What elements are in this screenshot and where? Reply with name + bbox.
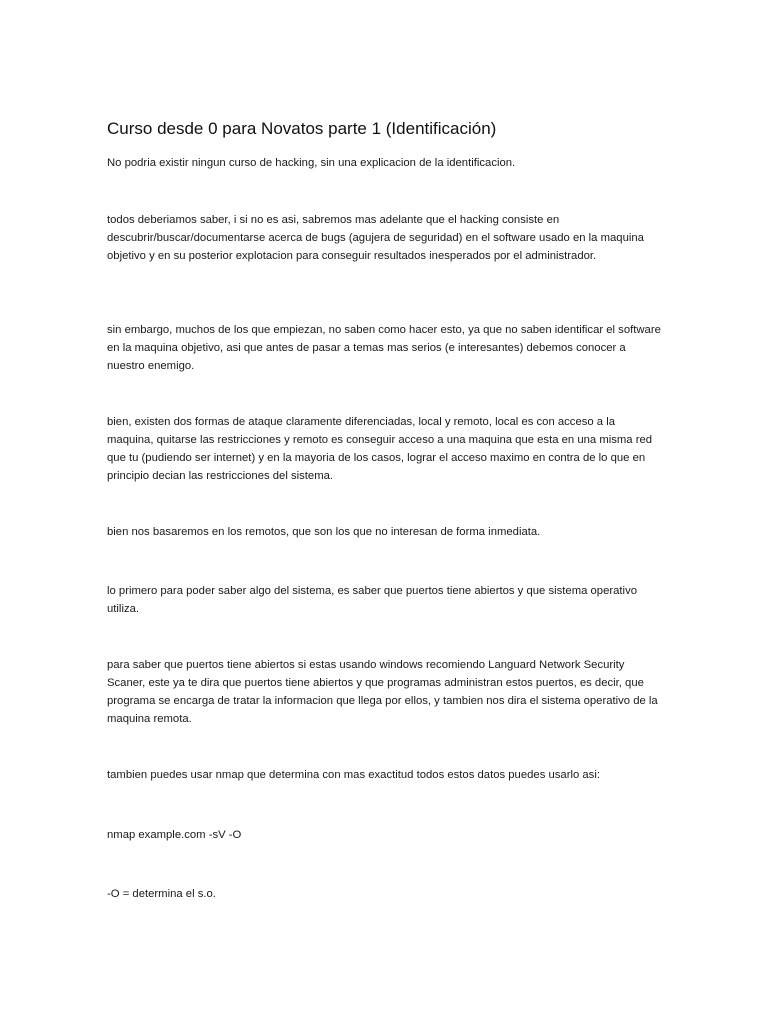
document-page [107,0,662,1024]
paragraph-ports-os: lo primero para poder saber algo del sistema, es saber que puertos tiene abiertos y que sistema operativo utiliza. [107,585,637,615]
paragraph-hacking-definition: todos deberiamos saber, i si no es asi, sabremos mas adelante que el hacking consiste en descubrir/buscar/documentarse acerca de bugs (agujera de seguridad) en el software usado en la maquina objetivo y en su posterior explotacion para conseguir resultados inesperados por el administrador. [107,214,644,262]
paragraph-attack-types: bien, existen dos formas de ataque claramente diferenciadas, local y remoto, local es con acceso a la maquina, quitarse las restricciones y remoto es conseguir acceso a una maquina que esta en una misma red que tu (pudiendo ser internet) y en la mayoria de los casos, lograr el acceso maximo en contra de lo que en principio decian las restricciones del sistema. [107,416,653,482]
paragraph-languard: para saber que puertos tiene abiertos si estas usando windows recomiendo Languard Network Security Scaner, este ya te dira que puertos tiene abiertos y que programas administran estos puertos, es decir, que programa se encarga de tratar la informacion que llega por ellos, y tambien nos dira el sistema operativo de la maquina remota. [107,659,658,725]
paragraph-identify-software: sin embargo, muchos de los que empiezan, no saben como hacer esto, ya que no saben identificar el software en la maquina objetivo, asi que antes de pasar a temas mas serios (e interesantes) debemos conocer a nuestro enemigo. [107,324,661,372]
paragraph-intro: No podria existir ningun curso de hacking, sin una explicacion de la identificacion. [107,157,516,169]
paragraph-nmap-command: nmap example.com -sV -O [107,829,242,841]
paragraph-nmap-intro: tambien puedes usar nmap que determina con mas exactitud todos estos datos puedes usarlo asi: [107,769,600,781]
paragraph-remote-focus: bien nos basaremos en los remotos, que son los que no interesan de forma inmediata. [107,526,541,538]
document-title: Curso desde 0 para Novatos parte 1 (Identificación) [107,119,497,138]
paragraph-os-flag: -O = determina el s.o. [107,888,216,900]
